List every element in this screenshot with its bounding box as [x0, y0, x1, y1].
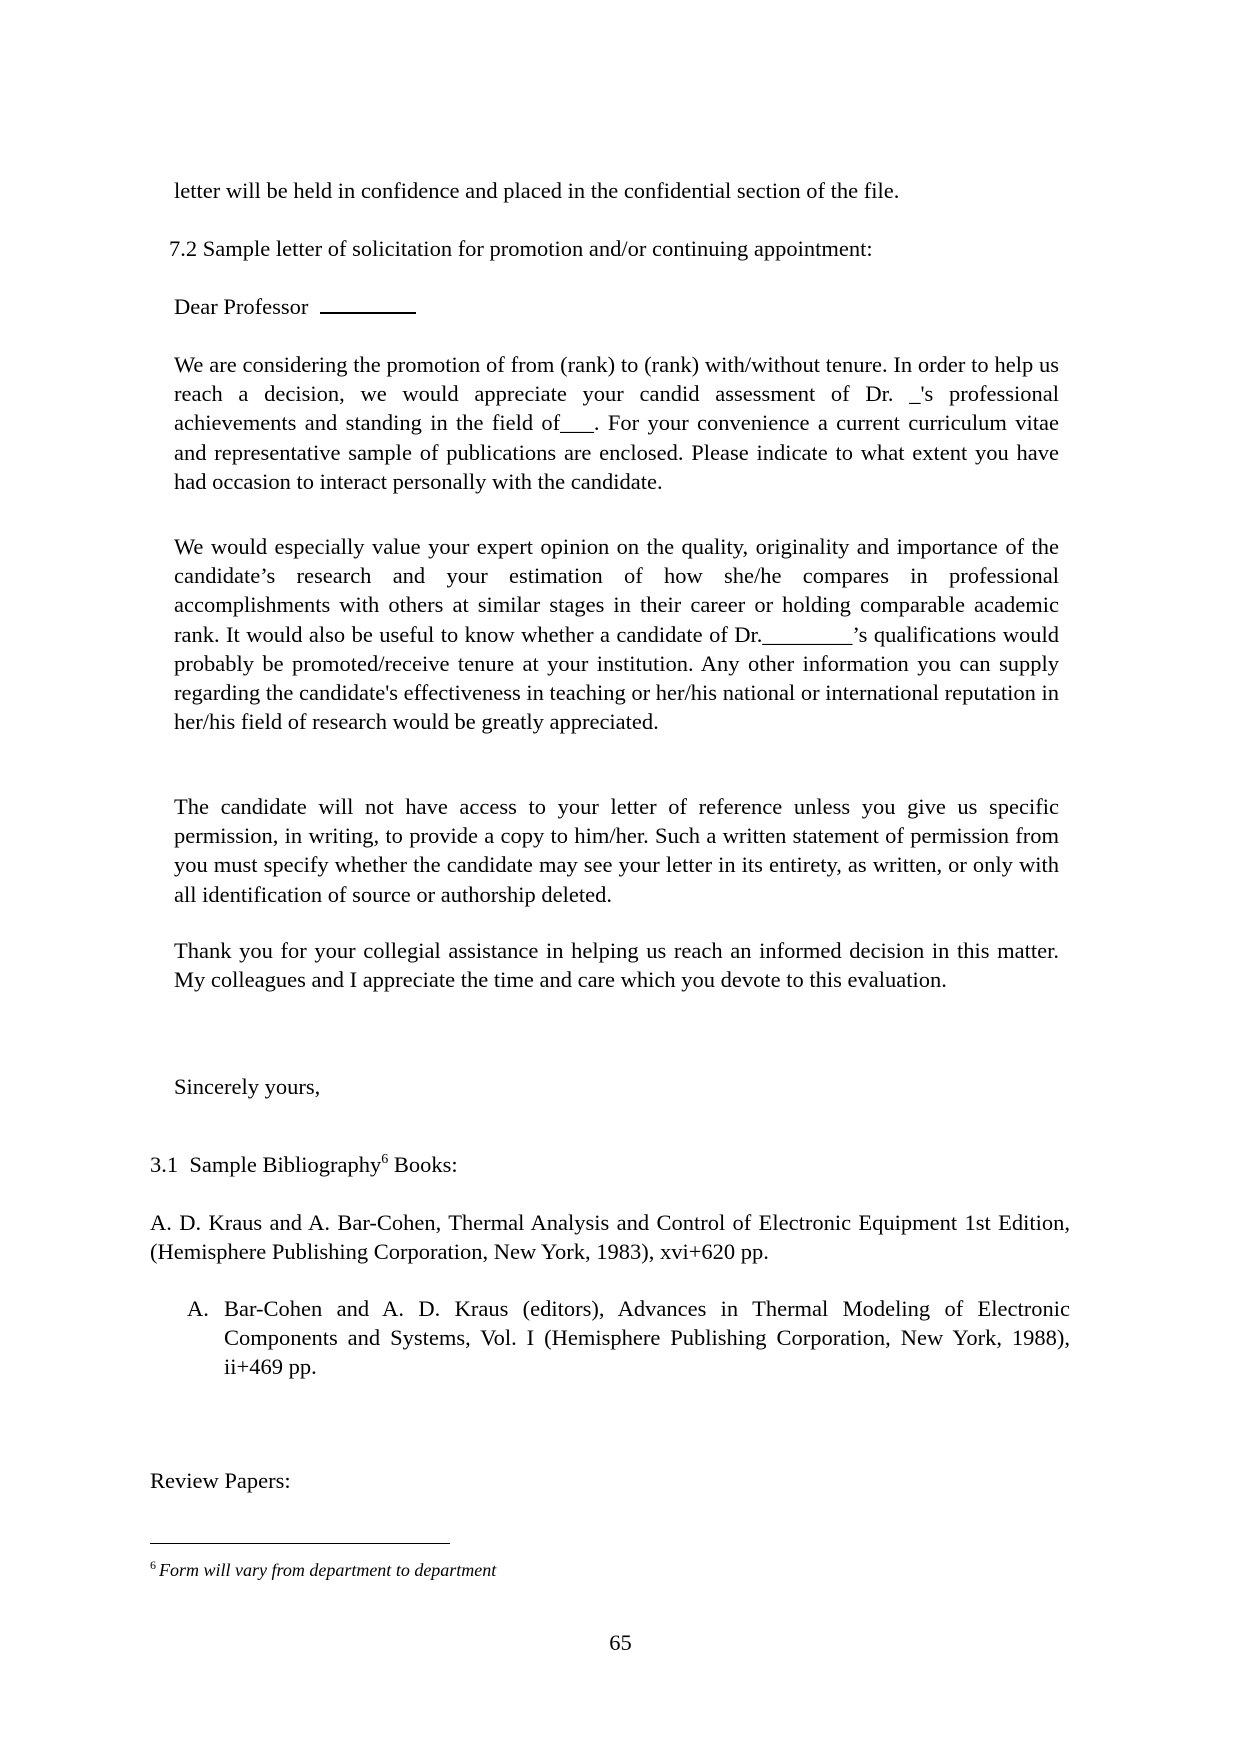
professor-name-blank [320, 294, 416, 314]
heading-text: Sample Bibliography [189, 1152, 382, 1177]
heading-number: 3.1 [150, 1152, 179, 1177]
footnote-separator [150, 1543, 450, 1544]
continued-text-line: letter will be held in confidence and placed in the confidential section of the file. [174, 178, 900, 203]
bibliography-entry-1: A. D. Kraus and A. Bar-Cohen, Thermal Analysis and Control of Electronic Equipment 1st Edition, (Hemisphere Publishing Corporation, New York, 1983), xvi+620 pp. [150, 1210, 1070, 1265]
entry-label: A. [187, 1296, 209, 1321]
footnote-ref[interactable]: 6 [381, 1152, 389, 1167]
letter-paragraph-4: Thank you for your collegial assistance in helping us reach an informed decision in this matter. My colleagues and I appreciate the time and care which you devote to this evaluation. [174, 938, 1059, 993]
review-papers-heading: Review Papers: [150, 1468, 291, 1493]
bibliography-heading [150, 1150, 458, 1179]
salutation: Dear Professor [174, 294, 309, 319]
paragraph-text: ’s qualifications would probably be promoted/receive tenure at your institution. Any other information you can supply regarding the candidate's effectiveness in teaching or her/his national or international reputation in her/his field of research would be greatly appreciated. [174, 621, 1059, 735]
letter-paragraph-2 [174, 532, 1059, 736]
footnote [150, 1559, 496, 1581]
paragraph-text: We would especially value your expert opinion on the quality, originality and importance of the candidate’s research and your estimation of how she/he compares in professional accomplishments with others at similar stages in their career or holding comparable academic rank. It would also be useful to know whether a candidate of Dr. [174, 534, 1059, 647]
bibliography-entry-2 [187, 1294, 1070, 1382]
candidate-name-blank: ________ [762, 621, 853, 647]
footnote-text: Form will vary from department to department [159, 1560, 497, 1580]
letter-paragraph-3: The candidate will not have access to your letter of reference unless you give us specific permission, in writing, to provide a copy to him/her. Such a written statement of permission from you must specify whether the candidate may see your letter in its entirety, as written, or only with all identification of source or authorship deleted. [174, 794, 1059, 907]
salutation-line [174, 292, 416, 321]
field-blank: ___ [560, 410, 594, 436]
page-number: 65 [609, 1630, 632, 1655]
entry-text: Bar-Cohen and A. D. Kraus (editors), Advances in Thermal Modeling of Electronic Components and Systems, Vol. I (Hemisphere Publishing Corporation, New York, 1988), ii+469 pp. [224, 1296, 1070, 1380]
section-heading: 7.2 Sample letter of solicitation for promotion and/or continuing appointment: [169, 236, 873, 261]
footnote-number: 6 [150, 1558, 156, 1572]
heading-suffix: Books: [393, 1152, 458, 1177]
paragraph-text: We are considering the promotion of from (rank) to (rank) with/without tenure. In order to help us reach a decision, we would appreciate your candid assessment of Dr. _'s professional achievements and standing in the field of [174, 352, 1059, 436]
paragraph-text: . For your convenience a current curriculum vitae and representative sample of publications are enclosed. Please indicate to what extent you have had occasion to interact personally with the candidate. [174, 410, 1059, 494]
closing: Sincerely yours, [174, 1074, 321, 1099]
letter-paragraph-1 [174, 350, 1059, 496]
